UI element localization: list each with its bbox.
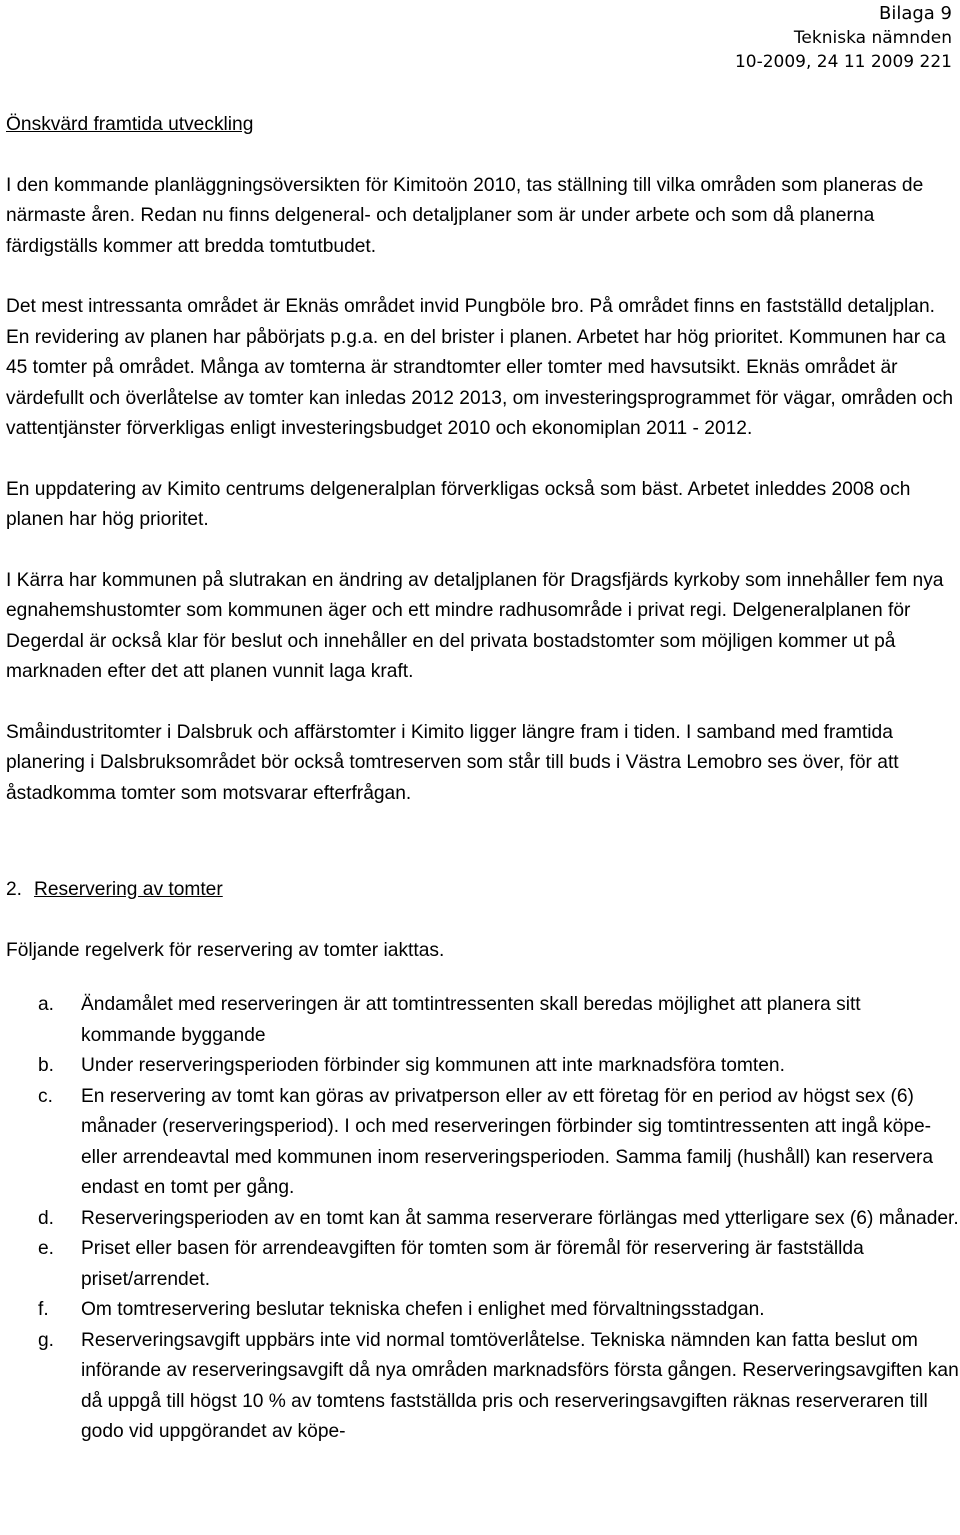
document-header bbox=[735, 2, 952, 74]
list-item bbox=[6, 1082, 960, 1204]
list-letter: a. bbox=[38, 994, 55, 1015]
section-heading: Önskvärd framtida utveckling bbox=[6, 114, 254, 135]
page-reference: 221 bbox=[919, 52, 952, 72]
list-item bbox=[6, 1051, 960, 1082]
list-text: Under reserveringsperioden förbinder sig kommunen att inte marknadsföra tomten. bbox=[81, 1055, 785, 1076]
meeting-dates-text: 10-2009, 24 11 2009 bbox=[734, 52, 915, 72]
list-text: Reserveringsavgift uppbärs inte vid normal tomtöverlåtelse. Tekniska nämnden kan fatta beslut om införande av reserveringsavgift då nya områden marknadsförs första gången. Reserveringsavgiften kan då uppgå till högst 10 % av tomtens fastställda pris och reserveringsavgiften räknas reserveraren till godo vid uppgörandet av köpe- bbox=[81, 1329, 959, 1442]
list-letter: d. bbox=[38, 1207, 55, 1229]
section2-heading bbox=[6, 875, 960, 906]
list-letter: f. bbox=[38, 1299, 49, 1320]
list-letter: g. bbox=[38, 1329, 55, 1351]
section2-intro: Följande regelverk för reservering av tomter iakttas. bbox=[6, 939, 445, 961]
list-item bbox=[6, 990, 960, 1051]
paragraph-eknas: Det mest intressanta området är Eknäs området invid Pungböle bro. På området finns en fastställd detaljplan. En revidering av planen har påbörjats p.g.a. en del brister i planen. Arbetet har hög prioritet. Kommunen har ca 45 tomter på området. Många av tomterna är strandtomter eller tomter med havsutsikt. Eknäs området är värdefullt och överlåtelse av tomter kan inledas 2012 2013, om investeringsprogrammet för vägar, områden och vattentjänster förverkligas enligt investeringsbudget 2010 och ekonomiplan 2011 - 2012. bbox=[6, 296, 954, 439]
list-letter: b. bbox=[38, 1055, 55, 1076]
paragraph-planning-overview: I den kommande planläggningsöversikten för Kimitoön 2010, tas ställning till vilka områden som planeras de närmaste åren. Redan nu finns delgeneral- och detaljplaner som är under arbete och som då planerna färdigställs kommer att bredda tomtutbudet. bbox=[6, 174, 924, 257]
paragraph-kimito-centrum: En uppdatering av Kimito centrums delgeneralplan förverkligas också som bäst. Arbetet inleddes 2008 och planen har hög prioritet. bbox=[6, 478, 911, 530]
reservation-rules-list bbox=[6, 990, 960, 1448]
section2-title: Reservering av tomter bbox=[34, 879, 223, 900]
paragraph-smaindustri: Småindustritomter i Dalsbruk och affärstomter i Kimito ligger längre fram i tiden. I samband med framtida planering i Dalsbruksområdet bör också tomtreserven som står till buds i Västra Lemobro ses över, för att åstadkomma tomter som motsvarar efterfrågan. bbox=[6, 721, 899, 804]
section2-number: 2. bbox=[6, 879, 23, 900]
committee-name: Tekniska nämnden bbox=[793, 28, 952, 48]
list-item bbox=[6, 1295, 960, 1326]
list-item bbox=[6, 1204, 960, 1235]
meeting-dates bbox=[735, 50, 952, 74]
document-body bbox=[6, 110, 960, 1448]
list-text: Priset eller basen för arrendeavgiften för tomten som är föremål för reservering är fastställda priset/arrendet. bbox=[81, 1238, 864, 1290]
list-letter: e. bbox=[38, 1238, 55, 1259]
list-text: Reserveringsperioden av en tomt kan åt samma reserverare förlängas med ytterligare sex (6) månader. bbox=[81, 1207, 959, 1229]
list-text: En reservering av tomt kan göras av privatperson eller av ett företag för en period av högst sex (6) månader (reserveringsperiod). I och med reserveringen förbinder sig tomtintressenten att ingå köpe- eller arrendeavtal med kommunen inom reserveringsperioden. Samma familj (hushåll) kan reservera endast en tomt per gång. bbox=[81, 1085, 934, 1198]
list-text: Ändamålet med reserveringen är att tomtintressenten skall beredas möjlighet att planera sitt kommande byggande bbox=[81, 994, 861, 1046]
list-item bbox=[6, 1326, 960, 1448]
list-item bbox=[6, 1234, 960, 1295]
list-text: Om tomtreservering beslutar tekniska chefen i enlighet med förvaltningsstadgan. bbox=[81, 1299, 765, 1320]
list-letter: c. bbox=[38, 1085, 53, 1107]
appendix-label: Bilaga 9 bbox=[878, 3, 952, 24]
paragraph-karra: I Kärra har kommunen på slutrakan en ändring av detaljplanen för Dragsfjärds kyrkoby som innehåller fem nya egnahemshustomter som kommunen äger och ett mindre radhusområde i privat regi. Delgeneralplanen för Degerdal är också klar för beslut och innehåller en del privata bostadstomter som möjligen kommer ut på marknaden efter det att planen vunnit laga kraft. bbox=[6, 569, 944, 682]
